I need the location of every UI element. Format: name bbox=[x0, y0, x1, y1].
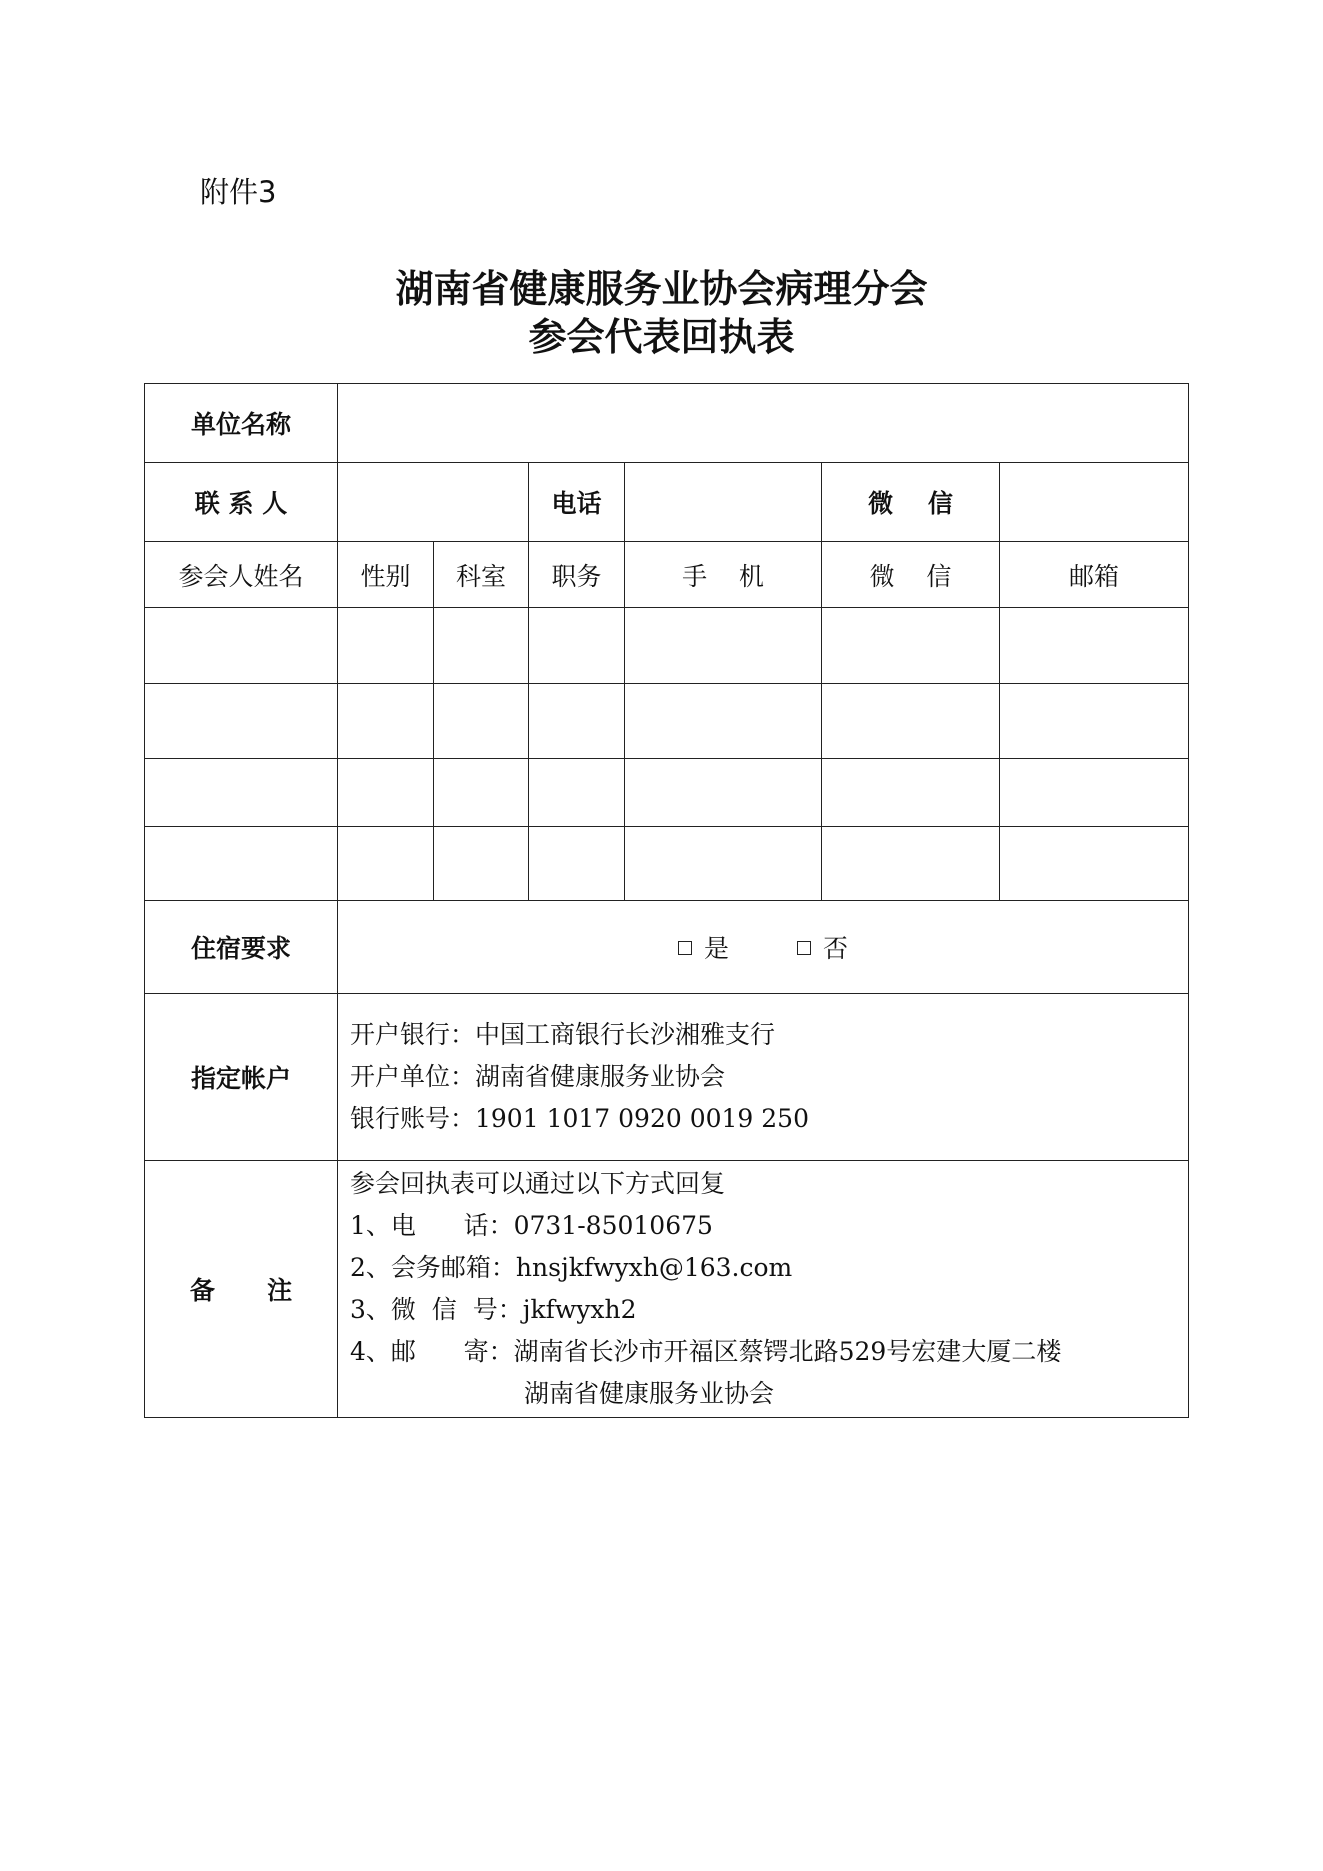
attendee-cell[interactable] bbox=[625, 759, 822, 827]
remarks-mail-value-2: 湖南省健康服务业协会 bbox=[524, 1379, 775, 1408]
col-header-name: 参会人姓名 bbox=[145, 542, 338, 608]
attendee-cell[interactable] bbox=[145, 684, 338, 759]
attendee-cell[interactable] bbox=[529, 608, 625, 684]
form-title: 湖南省健康服务业协会病理分会 bbox=[395, 267, 928, 311]
phone-field[interactable] bbox=[625, 463, 822, 542]
contact-field[interactable] bbox=[338, 463, 529, 542]
account-details bbox=[338, 994, 1189, 1161]
lodging-yes-option[interactable] bbox=[678, 929, 729, 965]
attendee-cell[interactable] bbox=[338, 827, 434, 901]
remarks-email-key: 2、会务邮箱： bbox=[350, 1253, 516, 1282]
attendee-cell[interactable] bbox=[434, 759, 529, 827]
attendee-row bbox=[145, 608, 1189, 684]
remarks-phone-key: 1、电 话： bbox=[350, 1211, 514, 1240]
checkbox-no[interactable] bbox=[797, 941, 811, 955]
remarks-wechat-key: 3、微 信 号： bbox=[350, 1295, 523, 1324]
attendee-cell[interactable] bbox=[625, 684, 822, 759]
attendee-cell[interactable] bbox=[1000, 684, 1189, 759]
remarks-mail bbox=[350, 1331, 1188, 1373]
remarks-details bbox=[338, 1161, 1189, 1418]
form-subtitle: 参会代表回执表 bbox=[528, 315, 795, 359]
checkbox-yes[interactable] bbox=[678, 941, 692, 955]
lodging-options bbox=[338, 901, 1189, 994]
account-unit: 开户单位：湖南省健康服务业协会 bbox=[350, 1062, 726, 1091]
remarks-mail-key: 4、邮 寄： bbox=[350, 1337, 514, 1366]
lodging-no-option[interactable] bbox=[797, 929, 848, 965]
attendee-cell[interactable] bbox=[1000, 827, 1189, 901]
remarks-wechat-value: jkfwyxh2 bbox=[522, 1295, 637, 1324]
remarks-intro: 参会回执表可以通过以下方式回复 bbox=[350, 1169, 726, 1198]
account-row bbox=[145, 994, 1189, 1161]
attendee-cell[interactable] bbox=[434, 684, 529, 759]
attendee-header-row bbox=[145, 542, 1189, 608]
attendee-cell[interactable] bbox=[822, 759, 1000, 827]
attendee-cell[interactable] bbox=[822, 608, 1000, 684]
attendee-cell[interactable] bbox=[1000, 759, 1189, 827]
col-header-position: 职务 bbox=[529, 542, 625, 608]
unit-label: 单位名称 bbox=[145, 384, 338, 463]
attendee-cell[interactable] bbox=[338, 608, 434, 684]
account-label: 指定帐户 bbox=[145, 994, 338, 1161]
unit-name-field[interactable] bbox=[338, 384, 1189, 463]
remarks-mail-value: 湖南省长沙市开福区蔡锷北路529号宏建大厦二楼 bbox=[513, 1337, 1062, 1366]
wechat-label: 微 信 bbox=[822, 463, 1000, 542]
attendee-cell[interactable] bbox=[1000, 608, 1189, 684]
no-label: 否 bbox=[823, 934, 849, 963]
attendee-row bbox=[145, 759, 1189, 827]
account-bank: 开户银行：中国工商银行长沙湘雅支行 bbox=[350, 1020, 776, 1049]
col-header-gender: 性别 bbox=[338, 542, 434, 608]
contact-label: 联 系 人 bbox=[145, 463, 338, 542]
col-header-wechat: 微 信 bbox=[822, 542, 1000, 608]
attendee-cell[interactable] bbox=[529, 759, 625, 827]
attendee-cell[interactable] bbox=[529, 684, 625, 759]
wechat-field[interactable] bbox=[1000, 463, 1189, 542]
attendee-cell[interactable] bbox=[145, 827, 338, 901]
attendee-cell[interactable] bbox=[529, 827, 625, 901]
remarks-email bbox=[350, 1247, 1188, 1289]
remarks-email-value[interactable]: hnsjkfwyxh@163.com bbox=[515, 1253, 793, 1282]
col-header-department: 科室 bbox=[434, 542, 529, 608]
lodging-label: 住宿要求 bbox=[145, 901, 338, 994]
attendee-cell[interactable] bbox=[338, 759, 434, 827]
attendee-cell[interactable] bbox=[338, 684, 434, 759]
attendee-cell[interactable] bbox=[625, 827, 822, 901]
attendee-row bbox=[145, 827, 1189, 901]
attendee-cell[interactable] bbox=[822, 684, 1000, 759]
attendee-cell[interactable] bbox=[145, 608, 338, 684]
unit-row bbox=[145, 384, 1189, 463]
remarks-row bbox=[145, 1161, 1189, 1418]
attendee-cell[interactable] bbox=[145, 759, 338, 827]
remarks-label: 备 注 bbox=[145, 1161, 338, 1418]
attachment-label: 附件3 bbox=[200, 175, 277, 209]
attendee-row bbox=[145, 684, 1189, 759]
contact-row bbox=[145, 463, 1189, 542]
attendee-cell[interactable] bbox=[822, 827, 1000, 901]
remarks-phone-value: 0731-85010675 bbox=[513, 1211, 713, 1240]
col-header-mobile: 手 机 bbox=[625, 542, 822, 608]
yes-label: 是 bbox=[704, 934, 730, 963]
lodging-row bbox=[145, 901, 1189, 994]
attendee-cell[interactable] bbox=[434, 827, 529, 901]
remarks-wechat bbox=[350, 1289, 1188, 1331]
remarks-phone bbox=[350, 1205, 1188, 1247]
account-number: 银行账号：1901 1017 0920 0019 250 bbox=[350, 1104, 809, 1133]
attendee-cell[interactable] bbox=[625, 608, 822, 684]
registration-table bbox=[144, 383, 1189, 1418]
attendee-cell[interactable] bbox=[434, 608, 529, 684]
phone-label: 电话 bbox=[529, 463, 625, 542]
col-header-email: 邮箱 bbox=[1000, 542, 1189, 608]
